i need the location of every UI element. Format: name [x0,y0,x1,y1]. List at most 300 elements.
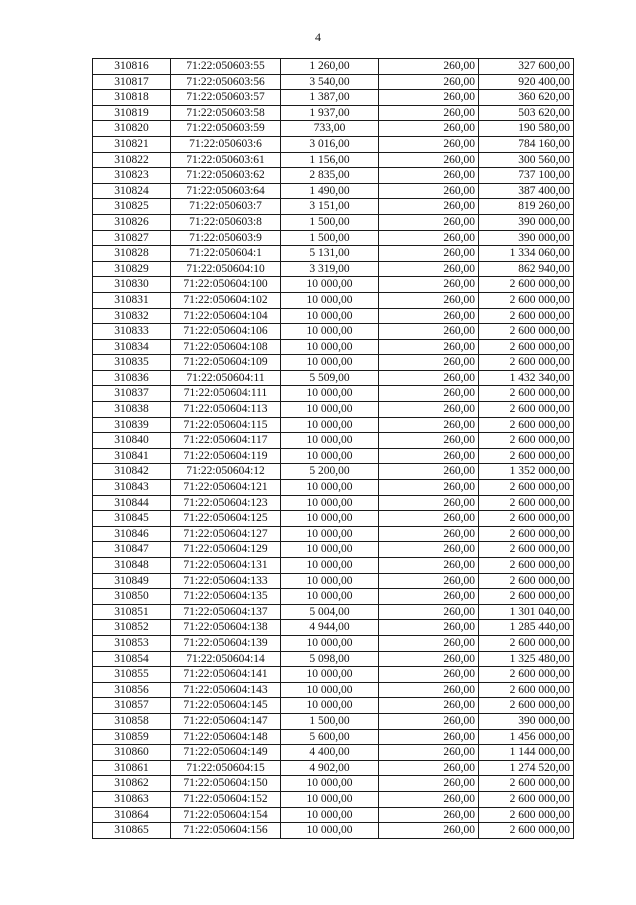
land-plot-table [92,58,574,839]
value-cell: 2 600 000,00 [479,667,574,683]
rate-cell: 260,00 [379,558,479,574]
value-cell: 2 600 000,00 [479,386,574,402]
cadastral-number-cell: 71:22:050603:62 [171,168,281,184]
table-row [93,168,574,184]
area-cell: 1 490,00 [281,183,379,199]
rate-cell: 260,00 [379,183,479,199]
rate-cell: 260,00 [379,635,479,651]
rate-cell: 260,00 [379,667,479,683]
table-row [93,448,574,464]
cadastral-number-cell: 71:22:050604:12 [171,464,281,480]
value-cell: 1 301 040,00 [479,604,574,620]
area-cell: 4 902,00 [281,760,379,776]
table-row [93,433,574,449]
rate-cell: 260,00 [379,480,479,496]
table-row [93,729,574,745]
table-row [93,308,574,324]
area-cell: 5 509,00 [281,370,379,386]
table-row [93,511,574,527]
table-row [93,417,574,433]
record-number-cell: 310841 [93,448,171,464]
cadastral-number-cell: 71:22:050604:108 [171,339,281,355]
value-cell: 1 334 060,00 [479,246,574,262]
rate-cell: 260,00 [379,246,479,262]
record-number-cell: 310838 [93,402,171,418]
record-number-cell: 310852 [93,620,171,636]
rate-cell: 260,00 [379,402,479,418]
rate-cell: 260,00 [379,573,479,589]
value-cell: 190 580,00 [479,121,574,137]
area-cell: 10 000,00 [281,495,379,511]
cadastral-number-cell: 71:22:050604:119 [171,448,281,464]
value-cell: 1 285 440,00 [479,620,574,636]
value-cell: 2 600 000,00 [479,542,574,558]
record-number-cell: 310816 [93,59,171,75]
record-number-cell: 310834 [93,339,171,355]
value-cell: 2 600 000,00 [479,308,574,324]
value-cell: 2 600 000,00 [479,277,574,293]
cadastral-number-cell: 71:22:050604:102 [171,292,281,308]
rate-cell: 260,00 [379,277,479,293]
rate-cell: 260,00 [379,168,479,184]
table-row [93,526,574,542]
record-number-cell: 310843 [93,480,171,496]
value-cell: 2 600 000,00 [479,807,574,823]
area-cell: 10 000,00 [281,355,379,371]
record-number-cell: 310857 [93,698,171,714]
record-number-cell: 310859 [93,729,171,745]
record-number-cell: 310839 [93,417,171,433]
record-number-cell: 310840 [93,433,171,449]
cadastral-number-cell: 71:22:050604:121 [171,480,281,496]
record-number-cell: 310842 [93,464,171,480]
table-row [93,386,574,402]
value-cell: 2 600 000,00 [479,339,574,355]
value-cell: 1 456 000,00 [479,729,574,745]
record-number-cell: 310826 [93,214,171,230]
table-row [93,791,574,807]
cadastral-number-cell: 71:22:050604:100 [171,277,281,293]
cadastral-number-cell: 71:22:050604:152 [171,791,281,807]
area-cell: 10 000,00 [281,542,379,558]
cadastral-number-cell: 71:22:050604:115 [171,417,281,433]
area-cell: 10 000,00 [281,791,379,807]
table-row [93,277,574,293]
rate-cell: 260,00 [379,121,479,137]
record-number-cell: 310844 [93,495,171,511]
area-cell: 10 000,00 [281,573,379,589]
cadastral-number-cell: 71:22:050604:143 [171,682,281,698]
rate-cell: 260,00 [379,230,479,246]
rate-cell: 260,00 [379,620,479,636]
rate-cell: 260,00 [379,292,479,308]
area-cell: 4 944,00 [281,620,379,636]
record-number-cell: 310854 [93,651,171,667]
table-row [93,59,574,75]
table-row [93,402,574,418]
table-row [93,152,574,168]
rate-cell: 260,00 [379,698,479,714]
table-row [93,823,574,839]
table-row [93,90,574,106]
cadastral-number-cell: 71:22:050604:154 [171,807,281,823]
page-number: 4 [315,30,321,44]
table-row [93,542,574,558]
record-number-cell: 310824 [93,183,171,199]
rate-cell: 260,00 [379,589,479,605]
rate-cell: 260,00 [379,417,479,433]
area-cell: 10 000,00 [281,402,379,418]
area-cell: 10 000,00 [281,589,379,605]
table-row [93,635,574,651]
rate-cell: 260,00 [379,214,479,230]
rate-cell: 260,00 [379,370,479,386]
cadastral-number-cell: 71:22:050604:125 [171,511,281,527]
value-cell: 784 160,00 [479,136,574,152]
table-row [93,776,574,792]
cadastral-number-cell: 71:22:050604:133 [171,573,281,589]
record-number-cell: 310821 [93,136,171,152]
record-number-cell: 310833 [93,324,171,340]
rate-cell: 260,00 [379,324,479,340]
cadastral-number-cell: 71:22:050603:6 [171,136,281,152]
value-cell: 862 940,00 [479,261,574,277]
value-cell: 2 600 000,00 [479,791,574,807]
record-number-cell: 310853 [93,635,171,651]
value-cell: 1 352 000,00 [479,464,574,480]
table-row [93,370,574,386]
record-number-cell: 310856 [93,682,171,698]
value-cell: 2 600 000,00 [479,433,574,449]
value-cell: 2 600 000,00 [479,682,574,698]
record-number-cell: 310836 [93,370,171,386]
area-cell: 10 000,00 [281,776,379,792]
record-number-cell: 310863 [93,791,171,807]
table-row [93,261,574,277]
table-row [93,105,574,121]
table-row [93,620,574,636]
rate-cell: 260,00 [379,433,479,449]
rate-cell: 260,00 [379,261,479,277]
value-cell: 819 260,00 [479,199,574,215]
table-row [93,651,574,667]
rate-cell: 260,00 [379,339,479,355]
area-cell: 1 387,00 [281,90,379,106]
record-number-cell: 310845 [93,511,171,527]
value-cell: 1 432 340,00 [479,370,574,386]
area-cell: 10 000,00 [281,417,379,433]
table-row [93,573,574,589]
value-cell: 390 000,00 [479,214,574,230]
rate-cell: 260,00 [379,713,479,729]
area-cell: 5 131,00 [281,246,379,262]
record-number-cell: 310862 [93,776,171,792]
rate-cell: 260,00 [379,604,479,620]
value-cell: 327 600,00 [479,59,574,75]
value-cell: 920 400,00 [479,74,574,90]
table-row [93,745,574,761]
record-number-cell: 310850 [93,589,171,605]
cadastral-number-cell: 71:22:050604:10 [171,261,281,277]
rate-cell: 260,00 [379,511,479,527]
value-cell: 360 620,00 [479,90,574,106]
record-number-cell: 310858 [93,713,171,729]
area-cell: 10 000,00 [281,324,379,340]
cadastral-number-cell: 71:22:050603:8 [171,214,281,230]
value-cell: 387 400,00 [479,183,574,199]
value-cell: 2 600 000,00 [479,573,574,589]
cadastral-number-cell: 71:22:050604:109 [171,355,281,371]
area-cell: 10 000,00 [281,292,379,308]
area-cell: 2 835,00 [281,168,379,184]
table-row [93,230,574,246]
value-cell: 2 600 000,00 [479,776,574,792]
cadastral-number-cell: 71:22:050604:15 [171,760,281,776]
cadastral-number-cell: 71:22:050604:117 [171,433,281,449]
value-cell: 2 600 000,00 [479,635,574,651]
area-cell: 3 319,00 [281,261,379,277]
rate-cell: 260,00 [379,355,479,371]
table-row [93,604,574,620]
table-row [93,807,574,823]
record-number-cell: 310846 [93,526,171,542]
area-cell: 10 000,00 [281,526,379,542]
value-cell: 300 560,00 [479,152,574,168]
cadastral-number-cell: 71:22:050604:129 [171,542,281,558]
rate-cell: 260,00 [379,807,479,823]
rate-cell: 260,00 [379,729,479,745]
record-number-cell: 310827 [93,230,171,246]
area-cell: 4 400,00 [281,745,379,761]
table-row [93,324,574,340]
value-cell: 2 600 000,00 [479,355,574,371]
rate-cell: 260,00 [379,526,479,542]
area-cell: 10 000,00 [281,698,379,714]
area-cell: 1 500,00 [281,230,379,246]
cadastral-number-cell: 71:22:050603:7 [171,199,281,215]
record-number-cell: 310820 [93,121,171,137]
rate-cell: 260,00 [379,74,479,90]
area-cell: 3 540,00 [281,74,379,90]
cadastral-number-cell: 71:22:050604:106 [171,324,281,340]
table-row [93,339,574,355]
value-cell: 390 000,00 [479,713,574,729]
record-number-cell: 310861 [93,760,171,776]
table-row [93,682,574,698]
cadastral-number-cell: 71:22:050604:141 [171,667,281,683]
area-cell: 10 000,00 [281,635,379,651]
rate-cell: 260,00 [379,386,479,402]
value-cell: 1 325 480,00 [479,651,574,667]
value-cell: 2 600 000,00 [479,448,574,464]
cadastral-number-cell: 71:22:050604:148 [171,729,281,745]
cadastral-number-cell: 71:22:050603:59 [171,121,281,137]
area-cell: 1 500,00 [281,214,379,230]
table-row [93,183,574,199]
area-cell: 10 000,00 [281,339,379,355]
area-cell: 10 000,00 [281,277,379,293]
area-cell: 5 200,00 [281,464,379,480]
rate-cell: 260,00 [379,776,479,792]
area-cell: 10 000,00 [281,511,379,527]
table-row [93,292,574,308]
cadastral-number-cell: 71:22:050604:127 [171,526,281,542]
record-number-cell: 310832 [93,308,171,324]
cadastral-number-cell: 71:22:050603:9 [171,230,281,246]
table-row [93,760,574,776]
rate-cell: 260,00 [379,495,479,511]
rate-cell: 260,00 [379,745,479,761]
rate-cell: 260,00 [379,90,479,106]
rate-cell: 260,00 [379,464,479,480]
table-row [93,136,574,152]
area-cell: 5 098,00 [281,651,379,667]
value-cell: 2 600 000,00 [479,292,574,308]
area-cell: 1 500,00 [281,713,379,729]
area-cell: 10 000,00 [281,807,379,823]
table-row [93,480,574,496]
cadastral-number-cell: 71:22:050604:131 [171,558,281,574]
record-number-cell: 310822 [93,152,171,168]
area-cell: 10 000,00 [281,448,379,464]
cadastral-number-cell: 71:22:050603:58 [171,105,281,121]
rate-cell: 260,00 [379,105,479,121]
rate-cell: 260,00 [379,791,479,807]
rate-cell: 260,00 [379,651,479,667]
cadastral-number-cell: 71:22:050604:147 [171,713,281,729]
cadastral-number-cell: 71:22:050604:111 [171,386,281,402]
cadastral-number-cell: 71:22:050604:156 [171,823,281,839]
cadastral-number-cell: 71:22:050603:61 [171,152,281,168]
cadastral-number-cell: 71:22:050603:57 [171,90,281,106]
area-cell: 10 000,00 [281,667,379,683]
area-cell: 10 000,00 [281,308,379,324]
table-row [93,199,574,215]
table-row [93,558,574,574]
cadastral-number-cell: 71:22:050603:55 [171,59,281,75]
cadastral-number-cell: 71:22:050604:149 [171,745,281,761]
area-cell: 3 016,00 [281,136,379,152]
area-cell: 10 000,00 [281,558,379,574]
record-number-cell: 310837 [93,386,171,402]
table-row [93,713,574,729]
area-cell: 1 937,00 [281,105,379,121]
value-cell: 2 600 000,00 [479,589,574,605]
record-number-cell: 310851 [93,604,171,620]
cadastral-number-cell: 71:22:050604:150 [171,776,281,792]
value-cell: 1 274 520,00 [479,760,574,776]
table-row [93,698,574,714]
record-number-cell: 310849 [93,573,171,589]
rate-cell: 260,00 [379,542,479,558]
record-number-cell: 310864 [93,807,171,823]
table-row [93,464,574,480]
area-cell: 5 600,00 [281,729,379,745]
rate-cell: 260,00 [379,59,479,75]
cadastral-number-cell: 71:22:050604:113 [171,402,281,418]
record-number-cell: 310829 [93,261,171,277]
record-number-cell: 310860 [93,745,171,761]
area-cell: 10 000,00 [281,823,379,839]
value-cell: 737 100,00 [479,168,574,184]
value-cell: 2 600 000,00 [479,480,574,496]
area-cell: 1 260,00 [281,59,379,75]
area-cell: 3 151,00 [281,199,379,215]
area-cell: 10 000,00 [281,682,379,698]
value-cell: 503 620,00 [479,105,574,121]
record-number-cell: 310835 [93,355,171,371]
record-number-cell: 310848 [93,558,171,574]
rate-cell: 260,00 [379,308,479,324]
rate-cell: 260,00 [379,136,479,152]
table-row [93,589,574,605]
cadastral-number-cell: 71:22:050604:138 [171,620,281,636]
value-cell: 2 600 000,00 [479,324,574,340]
table-row [93,495,574,511]
cadastral-number-cell: 71:22:050604:14 [171,651,281,667]
area-cell: 5 004,00 [281,604,379,620]
area-cell: 10 000,00 [281,480,379,496]
record-number-cell: 310831 [93,292,171,308]
area-cell: 10 000,00 [281,433,379,449]
cadastral-number-cell: 71:22:050604:104 [171,308,281,324]
table-row [93,667,574,683]
rate-cell: 260,00 [379,760,479,776]
table-row [93,246,574,262]
rate-cell: 260,00 [379,199,479,215]
cadastral-number-cell: 71:22:050604:135 [171,589,281,605]
cadastral-number-cell: 71:22:050604:1 [171,246,281,262]
rate-cell: 260,00 [379,448,479,464]
value-cell: 390 000,00 [479,230,574,246]
value-cell: 2 600 000,00 [479,402,574,418]
rate-cell: 260,00 [379,823,479,839]
record-number-cell: 310847 [93,542,171,558]
value-cell: 2 600 000,00 [479,526,574,542]
record-number-cell: 310865 [93,823,171,839]
record-number-cell: 310818 [93,90,171,106]
cadastral-number-cell: 71:22:050604:145 [171,698,281,714]
cadastral-number-cell: 71:22:050603:56 [171,74,281,90]
record-number-cell: 310823 [93,168,171,184]
value-cell: 2 600 000,00 [479,823,574,839]
area-cell: 1 156,00 [281,152,379,168]
table-body [93,59,574,839]
record-number-cell: 310817 [93,74,171,90]
rate-cell: 260,00 [379,682,479,698]
cadastral-number-cell: 71:22:050604:123 [171,495,281,511]
rate-cell: 260,00 [379,152,479,168]
table-row [93,74,574,90]
value-cell: 2 600 000,00 [479,495,574,511]
area-cell: 10 000,00 [281,386,379,402]
table-row [93,214,574,230]
value-cell: 2 600 000,00 [479,558,574,574]
value-cell: 2 600 000,00 [479,698,574,714]
record-number-cell: 310819 [93,105,171,121]
value-cell: 1 144 000,00 [479,745,574,761]
record-number-cell: 310855 [93,667,171,683]
cadastral-number-cell: 71:22:050604:139 [171,635,281,651]
record-number-cell: 310830 [93,277,171,293]
area-cell: 733,00 [281,121,379,137]
table-row [93,121,574,137]
value-cell: 2 600 000,00 [479,511,574,527]
cadastral-number-cell: 71:22:050604:11 [171,370,281,386]
cadastral-number-cell: 71:22:050603:64 [171,183,281,199]
cadastral-number-cell: 71:22:050604:137 [171,604,281,620]
table-row [93,355,574,371]
